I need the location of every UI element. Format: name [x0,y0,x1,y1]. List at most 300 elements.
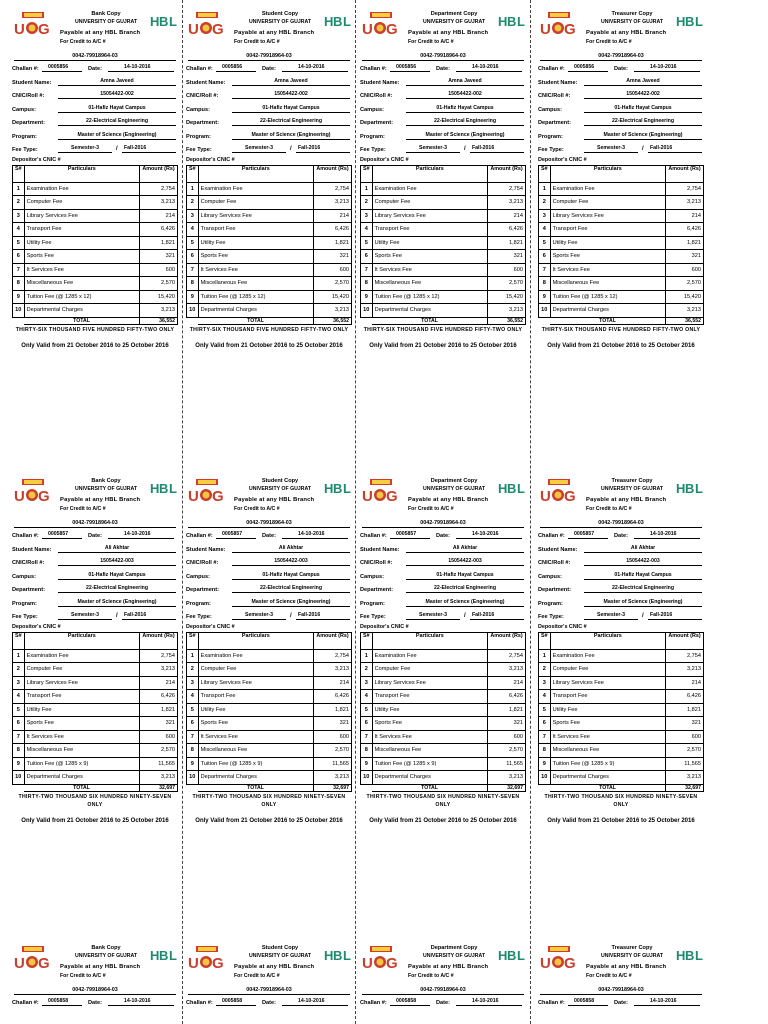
svg-text:B: B [333,14,343,28]
hbl-logo [324,14,352,28]
fee-particular: It Services Fee [372,263,487,277]
serial-number: 10 [539,771,551,785]
depositor-cnic-label: Depositor's CNIC # [538,623,587,630]
account-number: 0042-79918964-03 [188,518,350,528]
roll-number-label: CNIC/Roll #: [538,560,571,566]
fee-row [13,196,178,210]
serial-number: 7 [539,730,551,744]
serial-header: S# [361,632,373,649]
amount-header: Amount (Rs) [666,632,704,649]
amount-header: Amount (Rs) [666,165,704,182]
fee-particular: It Services Fee [198,263,313,277]
fee-challan [12,477,178,907]
particulars-header: Particulars [372,165,487,182]
roll-number-label: CNIC/Roll #: [186,560,219,566]
date-label: Date: [262,1000,276,1006]
svg-text:L: L [517,948,525,962]
fee-row [539,757,704,771]
fee-type-label: Fee Type: [186,147,212,153]
fee-particular: It Services Fee [550,263,665,277]
challan-date-row [360,528,526,542]
serial-number: 1 [13,182,25,196]
serial-number: 4 [361,690,373,704]
department-label: Department: [12,587,45,593]
fee-particular: Sports Fee [372,717,487,731]
date-label: Date: [436,66,450,72]
program-label: Program: [186,600,211,607]
payable-text: Payable at any HBL Branch [234,964,315,970]
svg-text:B: B [507,481,517,495]
copy-label: Student Copy [261,478,299,484]
campus-value: 01-Hafiz Hayat Campus [406,572,524,580]
hbl-logo [676,481,704,495]
amount-header: Amount (Rs) [140,165,178,182]
total-label: TOTAL [550,317,665,324]
slash-separator: / [464,613,466,619]
hbl-logo [498,948,526,962]
fee-amount: 321 [488,250,526,264]
serial-number: 8 [539,744,551,758]
fee-amount: 6,426 [314,690,352,704]
challan-date: 14-10-2016 [456,998,522,1006]
challan-label: Challan #: [186,1000,213,1006]
semester-value: Semester-3 [584,145,638,153]
challan-header [538,10,704,50]
svg-text:L: L [517,14,525,28]
fee-amount: 600 [488,263,526,277]
program-label: Program: [186,133,211,140]
serial-number: 6 [187,250,199,264]
fee-type-label: Fee Type: [538,614,564,620]
fee-row [13,717,178,731]
challan-date: 14-10-2016 [282,998,348,1006]
fee-amount: 214 [666,209,704,223]
serial-number: 6 [187,717,199,731]
copy-label: Treasurer Copy [611,11,653,17]
fee-amount: 321 [488,717,526,731]
university-name: UNIVERSITY OF GUJRAT [600,19,664,25]
depositor-cnic-label: Depositor's CNIC # [12,623,61,630]
fee-particular: It Services Fee [372,730,487,744]
serial-number: 8 [361,277,373,291]
challan-number: 0005856 [390,64,430,72]
svg-text:H: H [676,948,686,962]
payable-text: Payable at any HBL Branch [586,497,667,503]
serial-number: 5 [539,236,551,250]
student-name-row [186,542,352,556]
fee-particular: Transport Fee [550,690,665,704]
serial-header: S# [361,165,373,182]
fee-amount: 15,420 [140,290,178,304]
fee-particular: Utility Fee [372,703,487,717]
uog-logo [186,479,226,504]
fee-row [13,690,178,704]
department-value: 22-Electrical Engineering [58,585,176,593]
svg-text:G: G [564,488,576,504]
fee-particular: Library Services Fee [550,676,665,690]
fee-row [187,730,352,744]
fee-amount: 1,821 [488,236,526,250]
campus-label: Campus: [538,573,562,580]
fee-particular: Tuition Fee (@ 1285 x 12) [550,290,665,304]
program-row [360,596,526,610]
fee-particular: Computer Fee [24,663,139,677]
hbl-logo [150,948,178,962]
campus-value: 01-Hafiz Hayat Campus [406,105,524,113]
svg-text:L: L [695,948,703,962]
copy-label: Treasurer Copy [611,945,653,951]
challan-label: Challan #: [538,1000,565,1006]
fee-particular: Transport Fee [372,223,487,237]
serial-number: 9 [187,757,199,771]
fee-amount: 2,754 [314,649,352,663]
fee-amount: 1,821 [666,236,704,250]
challan-date: 14-10-2016 [634,531,700,539]
student-name-value: Ali Akhtar [406,545,524,553]
serial-number: 5 [187,703,199,717]
fee-table-header [361,165,526,182]
student-name-row [538,75,704,89]
svg-text:B: B [159,14,169,28]
uog-logo [360,12,400,37]
student-name-label: Student Name: [186,546,226,553]
fee-row [13,277,178,291]
fee-challan [186,10,352,440]
roll-number-label: CNIC/Roll #: [12,93,45,99]
fee-amount: 6,426 [314,223,352,237]
fee-amount: 214 [314,209,352,223]
fee-row [187,236,352,250]
campus-value: 01-Hafiz Hayat Campus [58,105,176,113]
university-name: UNIVERSITY OF GUJRAT [600,953,664,959]
fee-row [187,649,352,663]
serial-number: 8 [187,744,199,758]
student-name-label: Student Name: [538,79,578,86]
fee-row [539,250,704,264]
fee-amount: 3,213 [314,663,352,677]
program-row [186,129,352,143]
department-row [360,582,526,596]
challan-date: 14-10-2016 [282,64,348,72]
department-label: Department: [538,120,571,126]
fee-challan [538,477,704,907]
challan-date: 14-10-2016 [634,64,700,72]
credit-text: For Credit to A/C # [234,39,280,45]
account-number: 0042-79918964-03 [188,985,350,995]
svg-text:U: U [540,21,551,37]
fee-particular: Departmental Charges [550,304,665,318]
roll-number-value: 15054422-002 [58,91,176,99]
total-amount: 36,552 [666,317,704,324]
fee-row [539,182,704,196]
fee-amount: 214 [488,676,526,690]
fee-particular: Miscellaneous Fee [550,277,665,291]
fee-amount: 6,426 [140,690,178,704]
fee-row [361,236,526,250]
fee-particular: Miscellaneous Fee [198,744,313,758]
student-name-row [538,542,704,556]
fee-amount: 2,570 [140,744,178,758]
university-name: UNIVERSITY OF GUJRAT [422,486,486,492]
semester-value: Semester-3 [406,612,460,620]
fee-row [539,290,704,304]
program-value: Master of Science (Engineering) [232,132,350,140]
svg-text:U: U [188,488,199,504]
fee-particular: Transport Fee [24,223,139,237]
serial-number: 6 [13,717,25,731]
student-name-value: Amna Javeed [58,78,176,86]
account-number: 0042-79918964-03 [188,51,350,61]
fee-particular: Computer Fee [550,196,665,210]
student-name-label: Student Name: [360,79,400,86]
department-row [12,582,178,596]
serial-number: 6 [13,250,25,264]
serial-number: 8 [361,744,373,758]
credit-text: For Credit to A/C # [234,506,280,512]
student-name-row [360,542,526,556]
program-row [186,596,352,610]
serial-number: 5 [13,703,25,717]
total-row [361,317,526,324]
fee-particular: Utility Fee [24,236,139,250]
serial-number: 7 [361,263,373,277]
fee-type-row [12,142,178,156]
validity-note: Only Valid from 21 October 2016 to 25 October 2016 [195,817,343,824]
svg-text:H: H [676,481,686,495]
uog-logo [538,12,578,37]
challan-label: Challan #: [186,66,213,72]
serial-number: 2 [187,663,199,677]
serial-number: 10 [13,771,25,785]
campus-value: 01-Hafiz Hayat Campus [584,572,702,580]
credit-text: For Credit to A/C # [586,506,632,512]
fee-particular: Examination Fee [198,649,313,663]
serial-number: 8 [13,744,25,758]
fee-challan [360,944,526,1024]
credit-text: For Credit to A/C # [408,973,454,979]
fee-particular: Library Services Fee [24,209,139,223]
total-row [187,784,352,791]
fee-amount: 6,426 [488,223,526,237]
amount-header: Amount (Rs) [488,632,526,649]
fee-row [539,236,704,250]
fee-table [12,165,178,325]
serial-header: S# [539,632,551,649]
roll-number-value: 15054422-002 [584,91,702,99]
amount-header: Amount (Rs) [314,632,352,649]
svg-text:H: H [324,948,334,962]
fee-row [361,744,526,758]
slash-separator: / [642,613,644,619]
fee-amount: 11,565 [140,757,178,771]
account-number: 0042-79918964-03 [540,518,702,528]
fee-particular: Sports Fee [550,717,665,731]
serial-number: 10 [361,304,373,318]
fee-amount: 3,213 [488,304,526,318]
student-name-row [12,75,178,89]
campus-row [538,102,704,116]
fee-particular: Utility Fee [198,236,313,250]
fee-amount: 321 [140,717,178,731]
fee-table [538,632,704,792]
fee-type-label: Fee Type: [538,147,564,153]
campus-row [186,569,352,583]
serial-number: 2 [539,196,551,210]
amount-in-words: THIRTY-TWO THOUSAND SIX HUNDRED NINETY-SEVEN ONLY [544,793,698,808]
svg-text:G: G [386,488,398,504]
uog-logo [186,946,226,971]
fee-particular: Utility Fee [372,236,487,250]
serial-number: 1 [187,182,199,196]
particulars-header: Particulars [198,165,313,182]
fee-row [13,236,178,250]
serial-number: 2 [361,196,373,210]
serial-number: 2 [539,663,551,677]
student-name-label: Student Name: [360,546,400,553]
fee-amount: 3,213 [140,196,178,210]
account-number: 0042-79918964-03 [14,518,176,528]
program-value: Master of Science (Engineering) [584,132,702,140]
amount-in-words: THIRTY-SIX THOUSAND FIVE HUNDRED FIFTY-TWO ONLY [189,326,349,333]
semester-value: Semester-3 [584,612,638,620]
fee-amount: 3,213 [666,196,704,210]
roll-number-row [360,88,526,102]
fee-table-header [13,632,178,649]
svg-text:B: B [159,481,169,495]
university-name: UNIVERSITY OF GUJRAT [74,19,138,25]
fee-amount: 3,213 [314,771,352,785]
fee-row [187,263,352,277]
fee-amount: 1,821 [666,703,704,717]
svg-text:G: G [386,955,398,971]
fee-particular: Examination Fee [198,182,313,196]
serial-number: 9 [13,290,25,304]
serial-header: S# [539,165,551,182]
challan-header [360,10,526,50]
svg-text:U: U [14,488,25,504]
fee-row [187,304,352,318]
fee-amount: 600 [314,730,352,744]
particulars-header: Particulars [198,632,313,649]
serial-number: 3 [539,209,551,223]
fee-amount: 214 [140,209,178,223]
fee-particular: Computer Fee [372,196,487,210]
fee-row [13,649,178,663]
hbl-logo [498,481,526,495]
svg-text:H: H [498,481,508,495]
challan-number: 0005857 [568,531,608,539]
slash-separator: / [290,146,292,152]
challan-number: 0005857 [42,531,82,539]
roll-number-row [538,555,704,569]
credit-text: For Credit to A/C # [60,973,106,979]
campus-label: Campus: [360,573,384,580]
challan-label: Challan #: [12,1000,39,1006]
challan-header [360,944,526,984]
fee-row [13,663,178,677]
payable-text: Payable at any HBL Branch [60,30,141,36]
fee-challan [538,10,704,440]
fee-amount: 3,213 [666,663,704,677]
fee-row [361,277,526,291]
campus-label: Campus: [12,573,36,580]
amount-in-words: THIRTY-SIX THOUSAND FIVE HUNDRED FIFTY-TWO ONLY [15,326,175,333]
svg-text:G: G [564,21,576,37]
program-value: Master of Science (Engineering) [584,599,702,607]
depositor-cnic-label: Depositor's CNIC # [12,156,61,163]
total-label: TOTAL [24,317,139,324]
campus-label: Campus: [360,106,384,113]
serial-number: 2 [361,663,373,677]
campus-value: 01-Hafiz Hayat Campus [58,572,176,580]
fee-particular: Computer Fee [198,196,313,210]
fee-particular: Departmental Charges [372,304,487,318]
total-row [361,784,526,791]
fee-amount: 11,565 [314,757,352,771]
challan-header [538,477,704,517]
fee-particular: Library Services Fee [198,676,313,690]
uog-logo [538,479,578,504]
fee-particular: Computer Fee [372,663,487,677]
session-value: Fall-2016 [122,612,176,620]
roll-number-row [12,555,178,569]
fee-amount: 3,213 [488,196,526,210]
uog-logo [12,12,52,37]
challan-number: 0005858 [390,998,430,1006]
amount-in-words: THIRTY-SIX THOUSAND FIVE HUNDRED FIFTY-TWO ONLY [363,326,523,333]
fee-particular: Tuition Fee (@ 1285 x 12) [198,290,313,304]
fee-type-row [12,609,178,623]
challan-number: 0005858 [42,998,82,1006]
svg-text:B: B [333,948,343,962]
total-blank [187,784,199,791]
challan-date: 14-10-2016 [282,531,348,539]
fee-row [361,182,526,196]
slash-separator: / [290,613,292,619]
credit-text: For Credit to A/C # [60,39,106,45]
copy-label: Student Copy [261,11,299,17]
fee-row [539,649,704,663]
student-name-value: Amna Javeed [584,78,702,86]
fee-amount: 600 [314,263,352,277]
fee-challan [186,944,352,1024]
fee-table [186,165,352,325]
total-blank [361,784,373,791]
serial-number: 3 [13,676,25,690]
validity-note: Only Valid from 21 October 2016 to 25 October 2016 [21,342,169,349]
roll-number-value: 15054422-003 [232,558,350,566]
fee-particular: Tuition Fee (@ 1285 x 9) [24,757,139,771]
fee-row [187,703,352,717]
fee-amount: 2,754 [140,182,178,196]
fee-row [361,703,526,717]
fee-row [539,717,704,731]
serial-number: 1 [539,649,551,663]
serial-number: 10 [187,304,199,318]
fee-row [13,771,178,785]
challan-header [360,477,526,517]
serial-number: 5 [361,236,373,250]
fee-amount: 321 [666,250,704,264]
total-row [187,317,352,324]
total-blank [361,317,373,324]
serial-number: 7 [539,263,551,277]
challan-date-row [360,995,526,1009]
fee-particular: Transport Fee [198,690,313,704]
svg-text:L: L [695,481,703,495]
credit-text: For Credit to A/C # [586,973,632,979]
challan-label: Challan #: [186,533,213,539]
